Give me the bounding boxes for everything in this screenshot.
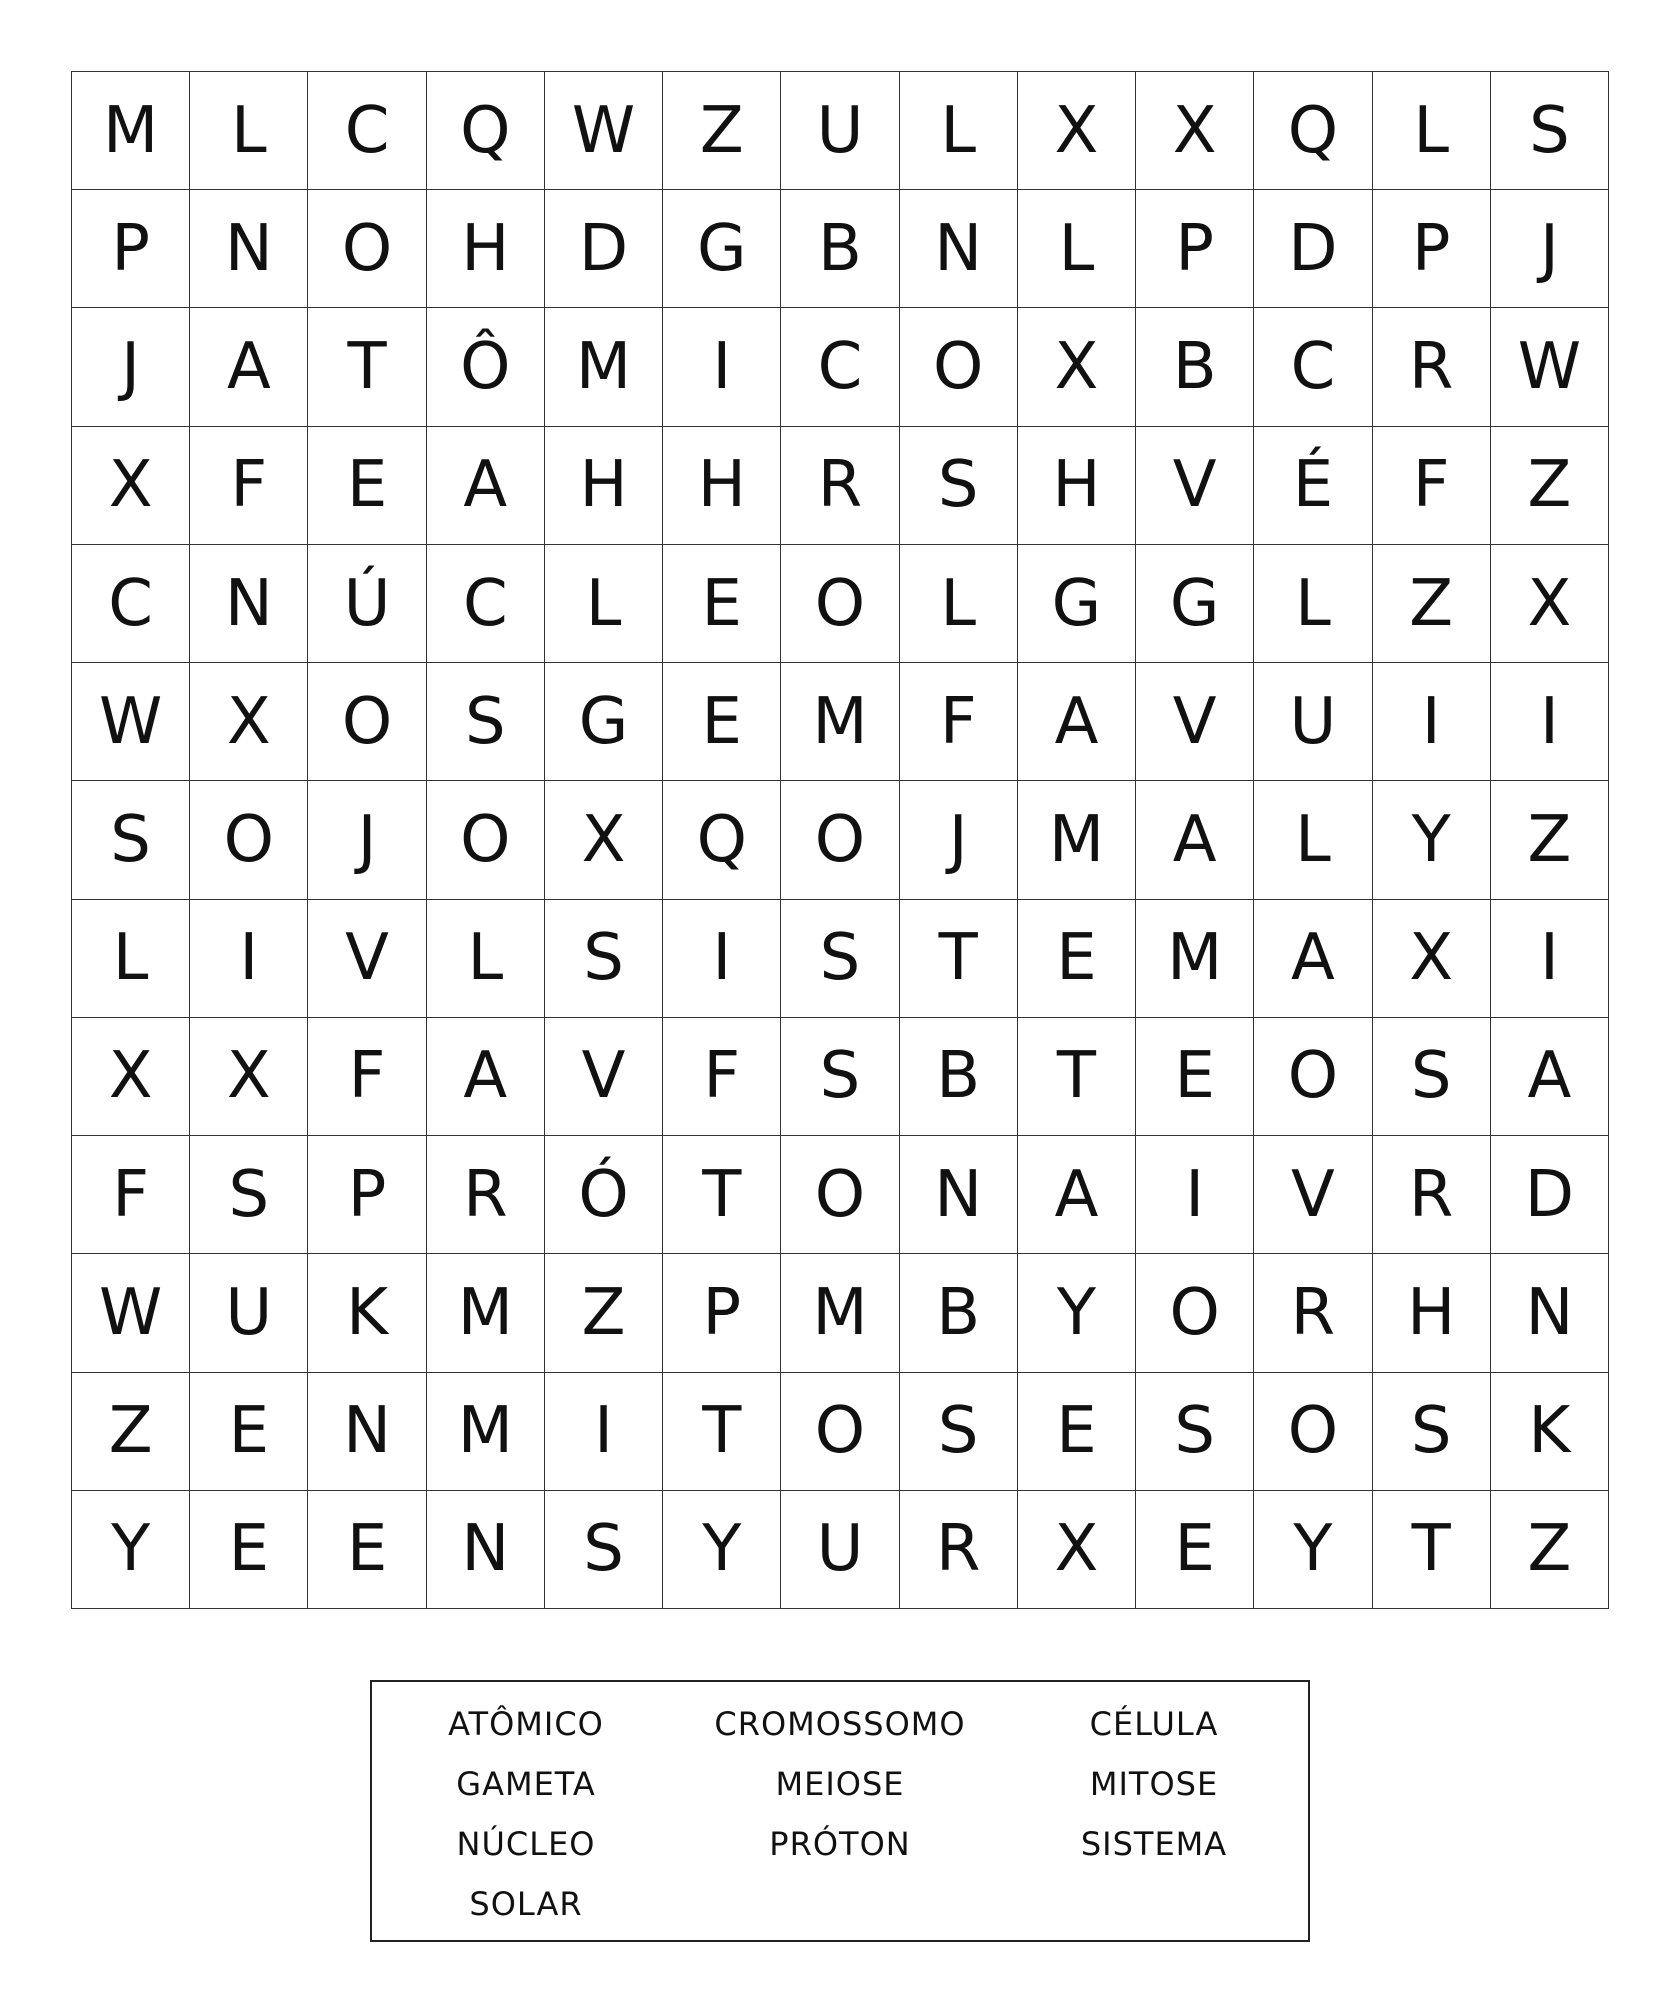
- grid-cell[interactable]: L: [900, 545, 1018, 663]
- grid-cell[interactable]: P: [308, 1136, 426, 1254]
- word-list: [370, 1680, 1310, 1942]
- grid-cell[interactable]: A: [1491, 1018, 1609, 1136]
- word-list-item: GAMETA: [456, 1765, 596, 1803]
- grid-cell[interactable]: M: [1018, 781, 1136, 899]
- grid-cell[interactable]: N: [427, 1491, 545, 1609]
- grid-cell[interactable]: M: [427, 1373, 545, 1491]
- grid-cell[interactable]: D: [1491, 1136, 1609, 1254]
- grid-cell[interactable]: Z: [1491, 781, 1609, 899]
- grid-cell[interactable]: E: [1018, 900, 1136, 1018]
- grid-cell[interactable]: S: [781, 1018, 899, 1136]
- grid-cell[interactable]: B: [1136, 308, 1254, 426]
- grid-cell[interactable]: M: [781, 663, 899, 781]
- grid-cell[interactable]: F: [72, 1136, 190, 1254]
- grid-cell[interactable]: W: [72, 1254, 190, 1372]
- grid-cell[interactable]: W: [1491, 308, 1609, 426]
- grid-cell[interactable]: P: [72, 190, 190, 308]
- word-list-item: CROMOSSOMO: [714, 1705, 966, 1743]
- grid-cell[interactable]: Ô: [427, 308, 545, 426]
- grid-cell[interactable]: O: [427, 781, 545, 899]
- grid-cell[interactable]: B: [900, 1018, 1018, 1136]
- letter-grid: [71, 71, 1609, 1609]
- grid-cell[interactable]: X: [1373, 900, 1491, 1018]
- grid-cell[interactable]: Z: [663, 72, 781, 190]
- word-list-item: SISTEMA: [1080, 1825, 1228, 1863]
- grid-cell[interactable]: V: [1136, 663, 1254, 781]
- grid-cell[interactable]: O: [308, 663, 426, 781]
- grid-cell[interactable]: C: [308, 72, 426, 190]
- grid-cell[interactable]: S: [900, 1373, 1018, 1491]
- grid-cell[interactable]: F: [1373, 427, 1491, 545]
- word-list-item: NÚCLEO: [456, 1825, 596, 1863]
- grid-cell[interactable]: L: [1254, 781, 1372, 899]
- grid-cell[interactable]: P: [1373, 190, 1491, 308]
- grid-cell[interactable]: Ó: [545, 1136, 663, 1254]
- grid-cell[interactable]: X: [1018, 1491, 1136, 1609]
- grid-cell[interactable]: P: [1136, 190, 1254, 308]
- grid-cell[interactable]: O: [781, 1136, 899, 1254]
- grid-cell[interactable]: C: [1254, 308, 1372, 426]
- grid-cell[interactable]: A: [1018, 663, 1136, 781]
- grid-cell[interactable]: M: [545, 308, 663, 426]
- grid-cell[interactable]: O: [190, 781, 308, 899]
- grid-cell[interactable]: X: [190, 663, 308, 781]
- grid-cell[interactable]: O: [1254, 1018, 1372, 1136]
- grid-cell[interactable]: U: [781, 1491, 899, 1609]
- word-list-item: PRÓTON: [769, 1825, 911, 1863]
- grid-cell[interactable]: L: [1018, 190, 1136, 308]
- grid-cell[interactable]: Z: [1373, 545, 1491, 663]
- grid-cell[interactable]: I: [663, 308, 781, 426]
- word-list-item: MEIOSE: [775, 1765, 905, 1803]
- grid-cell[interactable]: C: [72, 545, 190, 663]
- grid-cell[interactable]: R: [1373, 1136, 1491, 1254]
- grid-cell[interactable]: T: [663, 1136, 781, 1254]
- grid-cell[interactable]: E: [663, 545, 781, 663]
- grid-cell[interactable]: Q: [1254, 72, 1372, 190]
- grid-cell[interactable]: M: [781, 1254, 899, 1372]
- word-list-item: SOLAR: [469, 1885, 583, 1923]
- grid-cell[interactable]: D: [1254, 190, 1372, 308]
- grid-cell[interactable]: N: [190, 190, 308, 308]
- grid-cell[interactable]: D: [545, 190, 663, 308]
- grid-cell[interactable]: A: [427, 1018, 545, 1136]
- grid-cell[interactable]: W: [545, 72, 663, 190]
- grid-cell[interactable]: L: [1254, 545, 1372, 663]
- grid-cell[interactable]: E: [190, 1373, 308, 1491]
- grid-cell[interactable]: S: [545, 1491, 663, 1609]
- grid-cell[interactable]: C: [427, 545, 545, 663]
- grid-cell[interactable]: I: [545, 1373, 663, 1491]
- grid-cell[interactable]: S: [545, 900, 663, 1018]
- grid-cell[interactable]: X: [1136, 72, 1254, 190]
- grid-cell[interactable]: U: [1254, 663, 1372, 781]
- grid-cell[interactable]: F: [900, 663, 1018, 781]
- grid-cell[interactable]: R: [427, 1136, 545, 1254]
- grid-cell[interactable]: L: [900, 72, 1018, 190]
- grid-cell[interactable]: A: [427, 427, 545, 545]
- grid-cell[interactable]: B: [781, 190, 899, 308]
- grid-cell[interactable]: X: [1018, 72, 1136, 190]
- grid-cell[interactable]: A: [1018, 1136, 1136, 1254]
- grid-cell[interactable]: O: [1136, 1254, 1254, 1372]
- grid-cell[interactable]: T: [1373, 1491, 1491, 1609]
- grid-cell[interactable]: L: [1373, 72, 1491, 190]
- grid-cell[interactable]: H: [1018, 427, 1136, 545]
- grid-cell[interactable]: E: [308, 1491, 426, 1609]
- grid-cell[interactable]: M: [72, 72, 190, 190]
- grid-cell[interactable]: F: [190, 427, 308, 545]
- grid-cell[interactable]: S: [1373, 1373, 1491, 1491]
- grid-cell[interactable]: I: [1373, 663, 1491, 781]
- grid-cell[interactable]: L: [545, 545, 663, 663]
- grid-cell[interactable]: I: [1491, 900, 1609, 1018]
- grid-cell[interactable]: X: [72, 1018, 190, 1136]
- grid-cell[interactable]: N: [190, 545, 308, 663]
- grid-cell[interactable]: A: [1254, 900, 1372, 1018]
- grid-cell[interactable]: L: [190, 72, 308, 190]
- grid-cell[interactable]: V: [308, 900, 426, 1018]
- grid-cell[interactable]: T: [663, 1373, 781, 1491]
- grid-cell[interactable]: F: [663, 1018, 781, 1136]
- grid-cell[interactable]: S: [781, 900, 899, 1018]
- grid-cell[interactable]: X: [545, 781, 663, 899]
- grid-cell[interactable]: É: [1254, 427, 1372, 545]
- grid-cell[interactable]: E: [663, 663, 781, 781]
- grid-cell[interactable]: H: [663, 427, 781, 545]
- grid-cell[interactable]: Z: [1491, 1491, 1609, 1609]
- grid-cell[interactable]: I: [190, 900, 308, 1018]
- grid-cell[interactable]: O: [900, 308, 1018, 426]
- grid-cell[interactable]: N: [1491, 1254, 1609, 1372]
- grid-cell[interactable]: G: [545, 663, 663, 781]
- grid-cell[interactable]: P: [663, 1254, 781, 1372]
- grid-cell[interactable]: V: [1254, 1136, 1372, 1254]
- grid-cell[interactable]: J: [1491, 190, 1609, 308]
- grid-cell[interactable]: V: [545, 1018, 663, 1136]
- grid-cell[interactable]: Y: [72, 1491, 190, 1609]
- grid-cell[interactable]: G: [1018, 545, 1136, 663]
- grid-cell[interactable]: R: [1254, 1254, 1372, 1372]
- grid-cell[interactable]: W: [72, 663, 190, 781]
- grid-cell[interactable]: U: [781, 72, 899, 190]
- grid-cell[interactable]: Y: [1373, 781, 1491, 899]
- grid-cell[interactable]: R: [900, 1491, 1018, 1609]
- grid-cell[interactable]: R: [1373, 308, 1491, 426]
- grid-cell[interactable]: J: [900, 781, 1018, 899]
- grid-cell[interactable]: X: [1491, 545, 1609, 663]
- grid-cell[interactable]: O: [781, 545, 899, 663]
- grid-cell[interactable]: X: [1018, 308, 1136, 426]
- grid-cell[interactable]: E: [1136, 1491, 1254, 1609]
- grid-cell[interactable]: N: [900, 190, 1018, 308]
- grid-cell[interactable]: Ú: [308, 545, 426, 663]
- grid-cell[interactable]: H: [427, 190, 545, 308]
- grid-cell[interactable]: X: [190, 1018, 308, 1136]
- grid-cell[interactable]: C: [781, 308, 899, 426]
- grid-cell[interactable]: Q: [663, 781, 781, 899]
- grid-cell[interactable]: O: [1254, 1373, 1372, 1491]
- grid-cell[interactable]: O: [781, 1373, 899, 1491]
- grid-cell[interactable]: E: [1018, 1373, 1136, 1491]
- grid-cell[interactable]: T: [1018, 1018, 1136, 1136]
- grid-cell[interactable]: F: [308, 1018, 426, 1136]
- grid-cell[interactable]: H: [1373, 1254, 1491, 1372]
- grid-cell[interactable]: T: [900, 900, 1018, 1018]
- grid-cell[interactable]: M: [1136, 900, 1254, 1018]
- grid-cell[interactable]: K: [308, 1254, 426, 1372]
- grid-cell[interactable]: Z: [72, 1373, 190, 1491]
- grid-cell[interactable]: Y: [663, 1491, 781, 1609]
- grid-cell[interactable]: S: [1373, 1018, 1491, 1136]
- grid-cell[interactable]: O: [308, 190, 426, 308]
- grid-cell[interactable]: Y: [1018, 1254, 1136, 1372]
- grid-cell[interactable]: G: [1136, 545, 1254, 663]
- grid-cell[interactable]: S: [427, 663, 545, 781]
- grid-cell[interactable]: N: [900, 1136, 1018, 1254]
- grid-cell[interactable]: S: [900, 427, 1018, 545]
- grid-cell[interactable]: L: [427, 900, 545, 1018]
- grid-cell[interactable]: M: [427, 1254, 545, 1372]
- grid-cell[interactable]: Y: [1254, 1491, 1372, 1609]
- grid-cell[interactable]: J: [72, 308, 190, 426]
- word-list-item: MITOSE: [1089, 1765, 1219, 1803]
- grid-cell[interactable]: S: [1491, 72, 1609, 190]
- word-list-item: ATÔMICO: [448, 1705, 604, 1743]
- grid-cell[interactable]: E: [1136, 1018, 1254, 1136]
- grid-cell[interactable]: V: [1136, 427, 1254, 545]
- word-list-item: CÉLULA: [1089, 1705, 1219, 1743]
- grid-cell[interactable]: T: [308, 308, 426, 426]
- grid-cell[interactable]: O: [781, 781, 899, 899]
- grid-cell[interactable]: S: [190, 1136, 308, 1254]
- grid-cell[interactable]: U: [190, 1254, 308, 1372]
- grid-cell[interactable]: E: [308, 427, 426, 545]
- grid-cell[interactable]: Q: [427, 72, 545, 190]
- grid-cell[interactable]: R: [781, 427, 899, 545]
- grid-cell[interactable]: A: [1136, 781, 1254, 899]
- grid-cell[interactable]: E: [190, 1491, 308, 1609]
- grid-cell[interactable]: X: [72, 427, 190, 545]
- grid-cell[interactable]: L: [72, 900, 190, 1018]
- grid-cell[interactable]: B: [900, 1254, 1018, 1372]
- grid-cell[interactable]: N: [308, 1373, 426, 1491]
- grid-cell[interactable]: S: [1136, 1373, 1254, 1491]
- grid-cell[interactable]: J: [308, 781, 426, 899]
- grid-cell[interactable]: I: [1491, 663, 1609, 781]
- grid-cell[interactable]: H: [545, 427, 663, 545]
- grid-cell[interactable]: S: [72, 781, 190, 899]
- grid-cell[interactable]: G: [663, 190, 781, 308]
- grid-cell[interactable]: A: [190, 308, 308, 426]
- grid-cell[interactable]: Z: [545, 1254, 663, 1372]
- grid-cell[interactable]: Z: [1491, 427, 1609, 545]
- grid-cell[interactable]: K: [1491, 1373, 1609, 1491]
- grid-cell[interactable]: I: [1136, 1136, 1254, 1254]
- grid-cell[interactable]: I: [663, 900, 781, 1018]
